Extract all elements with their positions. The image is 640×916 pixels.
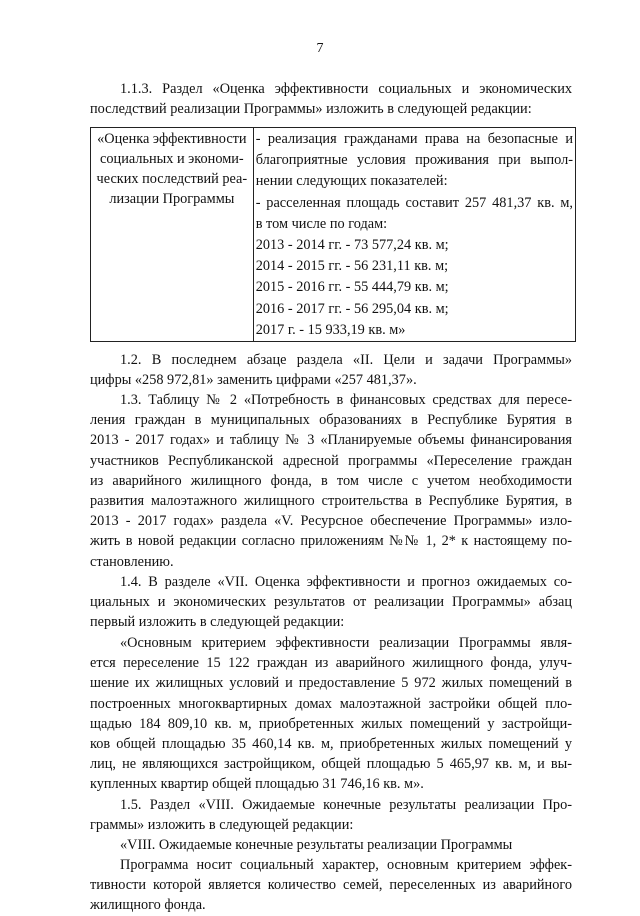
- text-line: ления граждан в муниципальных образованиях в Республике Бурятия в: [90, 412, 572, 429]
- text-line: 2013 - 2017 годах» и таблицу № 3 «Планируемые объемы финансирования: [90, 432, 572, 449]
- text-line: купленных квартир общей площадью 31 746,16 кв. м».: [90, 776, 424, 793]
- text-line: 1.2. В последнем абзаце раздела «II. Цели и задачи Программы»: [120, 352, 572, 368]
- text-line: Программа носит социальный характер, основным критерием эффек-: [120, 857, 572, 873]
- cell-line: 2017 г. - 15 933,19 кв. м»: [255, 321, 406, 338]
- text-line: из аварийного жилищного фонда, в том числе с учетом необходимости: [90, 472, 572, 489]
- text-line: «VIII. Ожидаемые конечные результаты реализации Программы: [120, 837, 513, 853]
- paragraph-quote-criteria: [90, 633, 572, 795]
- text-line: 1.4. В разделе «VII. Оценка эффективности и прогноз ожидаемых со-: [120, 574, 572, 590]
- table-row: [91, 128, 576, 342]
- text-line: циальных и экономических результатов от реализации Программы» абзац: [90, 594, 572, 611]
- page-number: 7: [316, 41, 324, 56]
- text-line: ков общей площадью 35 460,14 кв. м, приобретенных жилых помещений у: [90, 736, 572, 753]
- table-cell-content: [253, 128, 575, 342]
- text-line: щадью 184 809,10 кв. м, приобретенных жилых помещений у застройщи-: [90, 715, 572, 732]
- paragraph-1-4: [90, 572, 572, 633]
- paragraph-1-2: [90, 350, 572, 390]
- cell-line: 2015 - 2016 гг. - 55 444,79 кв. м;: [255, 279, 449, 296]
- text-line: 1.1.3. Раздел «Оценка эффективности социальных и экономических: [120, 81, 572, 97]
- text-line: первый изложить в следующей редакции:: [90, 614, 345, 631]
- cell-line: в том числе по годам:: [255, 215, 388, 232]
- text-line: участников Республиканской адресной программы «Переселение граждан: [90, 452, 572, 469]
- cell-line: - расселенная площадь составит 257 481,37 кв. м,: [255, 194, 573, 211]
- text-line: ется переселение 15 122 граждан из аварийного жилищного фонда, улуч-: [90, 655, 572, 672]
- text-line: цифры «258 972,81» заменить цифрами «257 481,37».: [90, 372, 417, 389]
- text-line: развития малоэтажного жилищного строительства в Республике Бурятия, в: [90, 493, 572, 510]
- section-heading-viii: [90, 835, 572, 855]
- cell-line: социальных и экономи-: [100, 151, 244, 167]
- cell-line: лизации Программы: [109, 191, 235, 207]
- intro-paragraph: [90, 79, 572, 119]
- text-line: жилищного фонда.: [90, 897, 206, 914]
- paragraph-program-social: [90, 855, 572, 916]
- cell-line: - реализация гражданами права на безопасные и: [255, 131, 573, 147]
- text-line: «Основным критерием эффективности реализации Программы явля-: [120, 635, 572, 651]
- text-line: жить в новой редакции согласно приложениям №№ 1, 2* к настоящему по-: [90, 533, 572, 550]
- text-line: построенных многоквартирных домах малоэтажной застройки общей пло-: [90, 695, 572, 712]
- cell-line: нении следующих показателей:: [255, 173, 448, 190]
- text-line: становлению.: [90, 553, 174, 570]
- text-line: лиц, не являющихся застройщиком, общей площадью 5 465,97 кв. м, и вы-: [90, 756, 572, 773]
- text-line: шение их жилищных условий и предоставление 5 972 жилых помещений в: [90, 675, 572, 692]
- table-cell-label: [91, 128, 254, 342]
- text-line: граммы» изложить в следующей редакции:: [90, 817, 354, 834]
- cell-line: 2013 - 2014 гг. - 73 577,24 кв. м;: [255, 237, 449, 254]
- cell-line: «Оценка эффективности: [97, 131, 247, 147]
- text-line: 1.3. Таблицу № 2 «Потребность в финансовых средствах для пересе-: [120, 392, 572, 408]
- text-line: 1.5. Раздел «VIII. Ожидаемые конечные результаты реализации Про-: [120, 797, 572, 813]
- text-line: тивности которой является количество семей, переселенных из аварийного: [90, 877, 572, 894]
- criteria-table: [90, 127, 576, 342]
- text-line: 2013 - 2017 годах» раздела «V. Ресурсное обеспечение Программы» изло-: [90, 513, 572, 530]
- text-line: последствий реализации Программы» изложить в следующей редакции:: [90, 101, 532, 118]
- paragraph-1-3: [90, 390, 572, 572]
- cell-line: благоприятные условия проживания при выпол-: [255, 152, 573, 169]
- cell-line: 2014 - 2015 гг. - 56 231,11 кв. м;: [255, 258, 449, 275]
- cell-line: 2016 - 2017 гг. - 56 295,04 кв. м;: [255, 300, 449, 317]
- paragraph-1-5: [90, 795, 572, 835]
- cell-line: ческих последствий реа-: [96, 171, 248, 187]
